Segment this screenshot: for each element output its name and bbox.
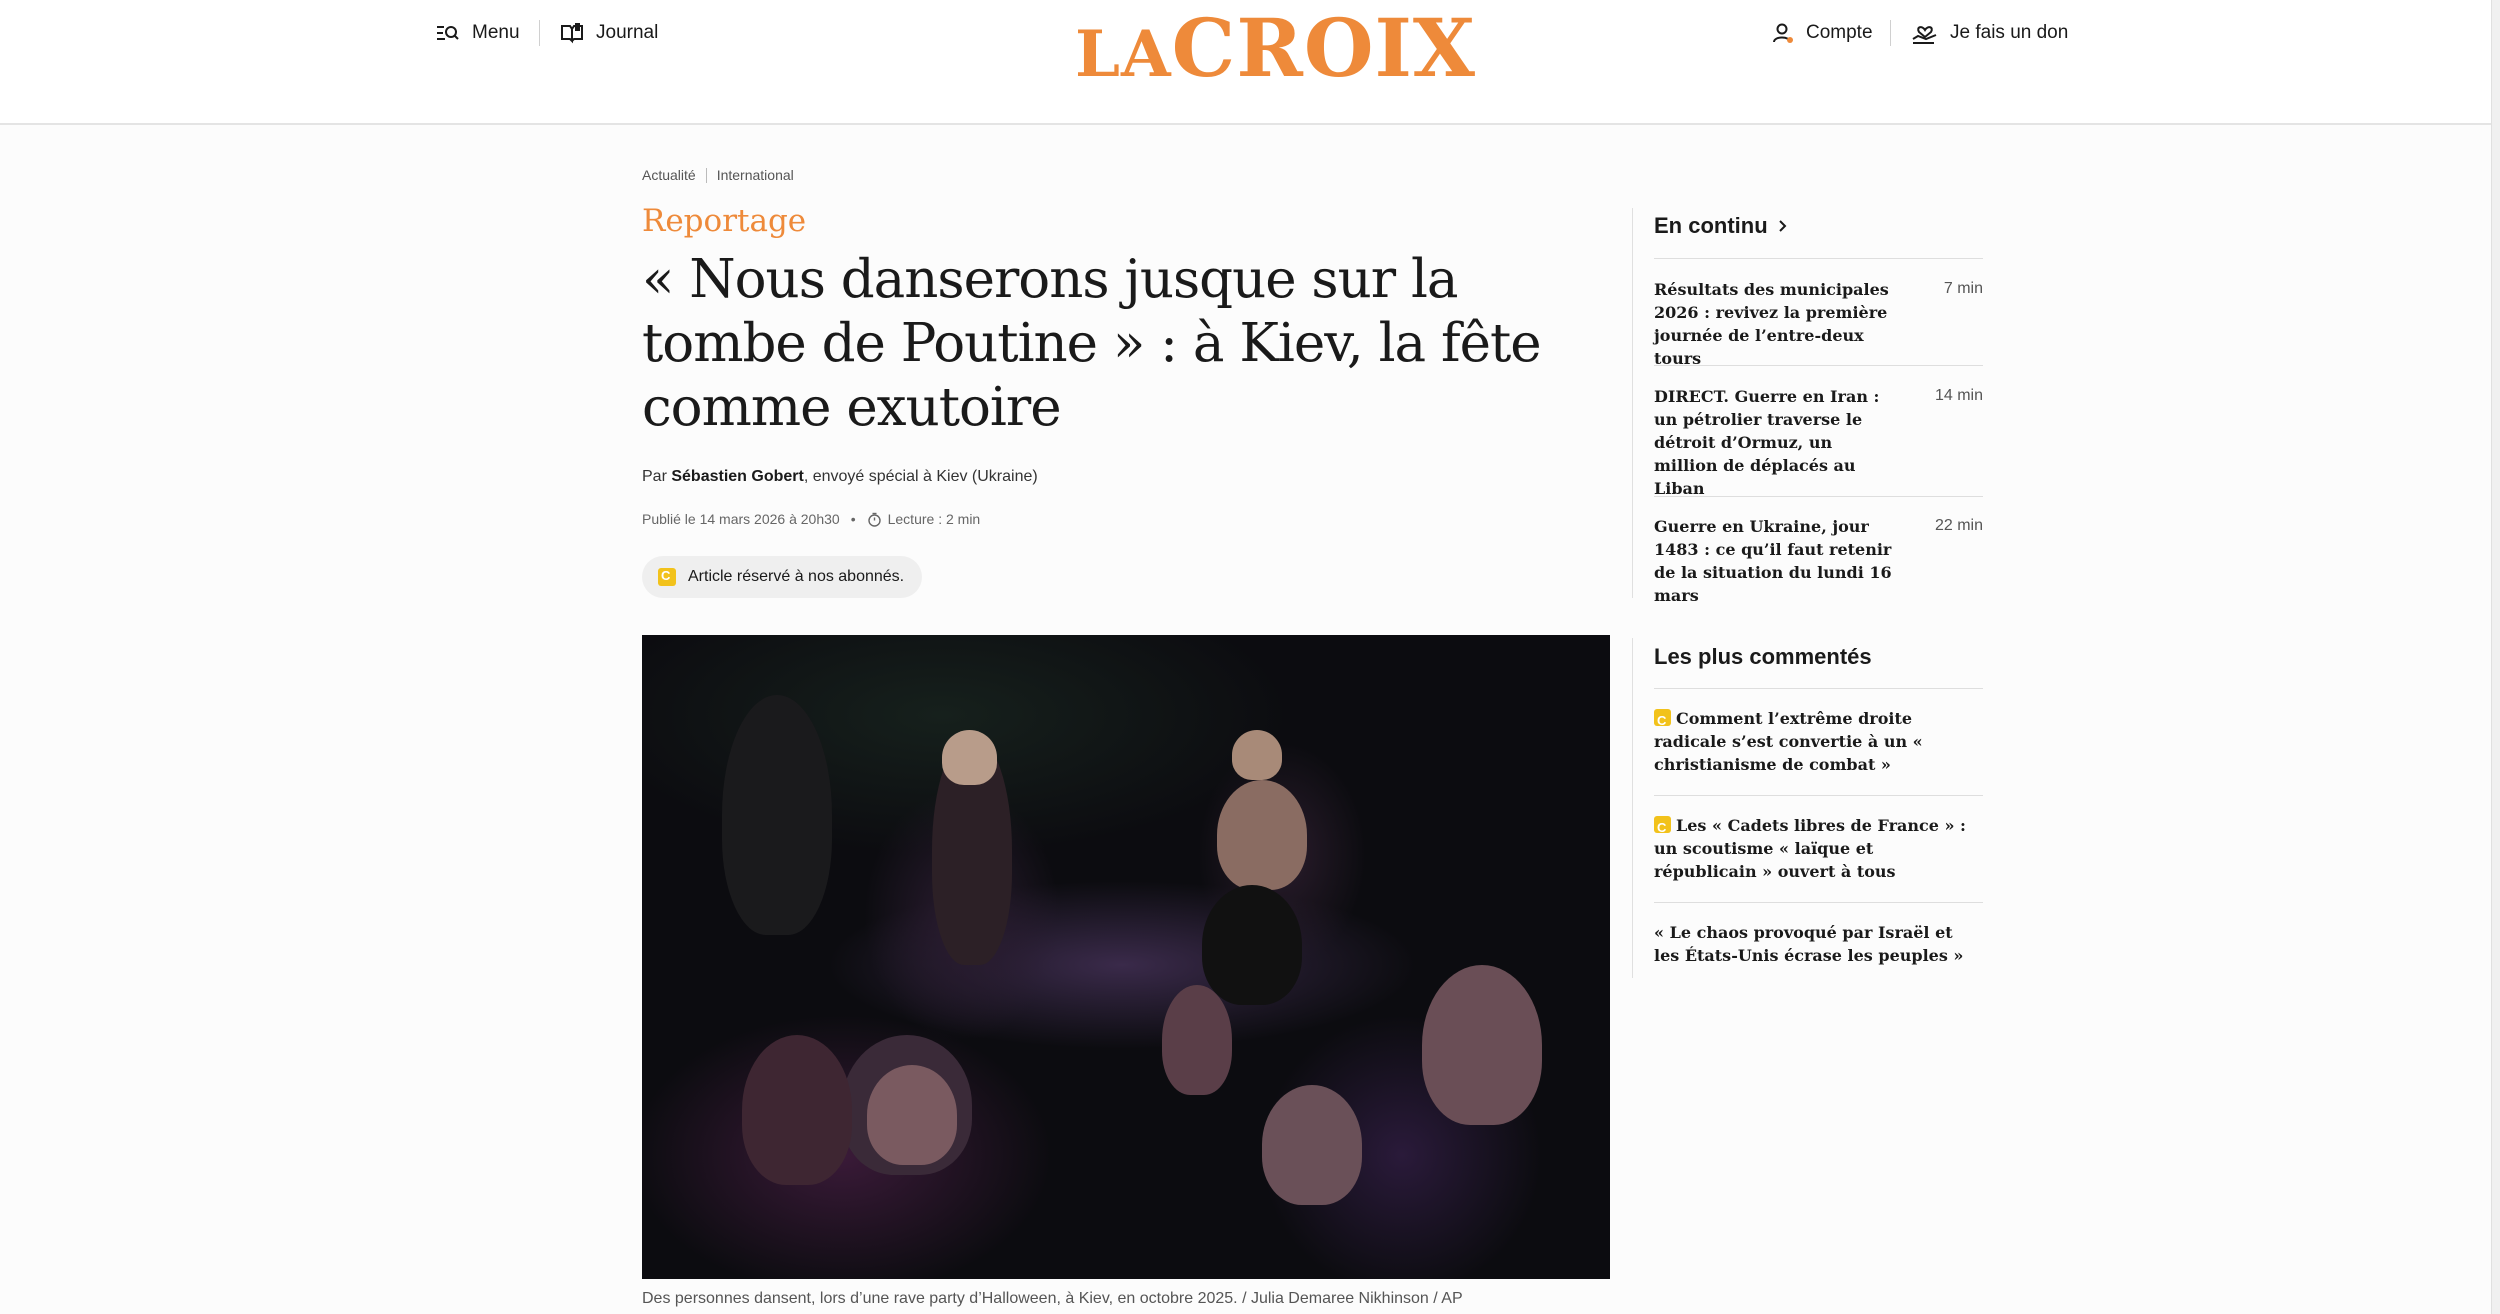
logo-croix: CROIX (1171, 1, 1476, 95)
photo-figure (1202, 885, 1302, 1005)
live-title-text: En continu (1654, 213, 1768, 238)
account-button[interactable] (1772, 18, 1873, 48)
la-croix-logo[interactable] (1075, 1, 1476, 95)
subscriber-badge-icon (658, 568, 676, 586)
photo-figure (867, 1065, 957, 1165)
publish-date: Publié le 14 mars 2026 à 20h30 (642, 511, 840, 527)
author-name[interactable]: Sébastien Gobert (671, 468, 804, 485)
subscriber-badge-icon (1654, 709, 1671, 726)
photo-figure (1232, 730, 1282, 780)
article-title: « Nous danserons jusque sur la tombe de Poutine » : à Kiev, la fête comme exutoire (642, 249, 1541, 438)
site-header (0, 0, 2500, 125)
donate-label: Je fais un don (1950, 22, 2069, 43)
byline-prefix: Par (642, 468, 672, 485)
subscriber-notice (642, 556, 922, 598)
menu-button[interactable] (436, 18, 520, 48)
article-kicker: Reportage (642, 203, 807, 239)
live-item-text: Guerre en Ukraine, jour 1483 : ce qu’il faut retenir de la situation du lundi 16 mars (1654, 517, 1892, 605)
live-item[interactable] (1654, 496, 1983, 605)
photo-figure (742, 1035, 852, 1185)
article-photo (642, 635, 1610, 1279)
photo-figure (1262, 1085, 1362, 1205)
account-label: Compte (1806, 22, 1873, 43)
reading-time: Lecture : 2 min (887, 511, 981, 527)
photo-figure (942, 730, 997, 785)
photo-figure (722, 695, 832, 935)
heart-hand-icon (1912, 21, 1938, 45)
article-meta (642, 511, 980, 527)
nav-divider (539, 20, 540, 46)
subscriber-badge-icon (1654, 816, 1671, 833)
live-item-time: 22 min (1934, 517, 1983, 534)
search-menu-icon (436, 23, 460, 43)
nav-divider (1890, 20, 1891, 46)
photo-figure (1422, 965, 1542, 1125)
menu-label: Menu (472, 22, 520, 43)
live-item-time: 14 min (1934, 387, 1983, 404)
most-commented-text-content: Comment l’extrême droite radicale s’est convertie à un « christianisme de combat » (1654, 709, 1923, 774)
photo-figure (1217, 780, 1307, 890)
live-section-title[interactable] (1654, 213, 1788, 239)
breadcrumb-item[interactable]: International (716, 167, 794, 183)
subscriber-text: Article réservé à nos abonnés. (688, 568, 905, 585)
timer-icon (867, 512, 882, 527)
breadcrumb-separator (706, 168, 707, 183)
most-commented-text-content: Les « Cadets libres de France » : un scoutisme « laïque et républicain » ouvert à tous (1654, 816, 1966, 881)
scrollbar[interactable] (2491, 0, 2500, 1314)
byline (642, 468, 1038, 486)
breadcrumb (642, 167, 794, 183)
most-commented-item[interactable] (1654, 902, 1983, 983)
most-commented-text: « Le chaos provoqué par Israël et les États-Unis écrase les peuples » (1654, 923, 1964, 965)
newspaper-icon (560, 22, 584, 44)
breadcrumb-item[interactable]: Actualité (642, 167, 696, 183)
sidebar-divider (1632, 208, 1633, 598)
meta-dot: • (850, 511, 856, 527)
journal-label: Journal (596, 22, 659, 43)
chevron-right-icon (1778, 219, 1788, 233)
most-commented-item[interactable] (1654, 688, 1983, 795)
most-commented-text (1654, 814, 1979, 883)
user-icon (1772, 22, 1794, 44)
live-item-text: DIRECT. Guerre en Iran : un pétrolier traverse le détroit d’Ormuz, un million de déplacés au Liban (1654, 387, 1880, 498)
photo-caption: Des personnes dansent, lors d’une rave party d’Halloween, à Kiev, en octobre 2025. / Julia Demaree Nikhinson / AP (642, 1290, 1463, 1307)
live-item-text: Résultats des municipales 2026 : revivez la première journée de l’entre-deux tours (1654, 280, 1889, 368)
most-commented-item[interactable] (1654, 795, 1983, 902)
donate-button[interactable] (1912, 18, 2068, 48)
most-commented-text (1654, 707, 1979, 776)
photo-figure (1162, 985, 1232, 1095)
journal-button[interactable] (560, 18, 658, 48)
live-item[interactable] (1654, 258, 1983, 368)
sidebar-divider (1632, 638, 1633, 978)
most-commented-title (1654, 644, 1872, 670)
byline-suffix: , envoyé spécial à Kiev (Ukraine) (803, 468, 1038, 485)
logo-la: LA (1075, 17, 1172, 92)
live-item-time: 7 min (1943, 280, 1983, 297)
most-commented-title-text: Les plus commentés (1654, 644, 1872, 669)
live-item[interactable] (1654, 365, 1983, 496)
